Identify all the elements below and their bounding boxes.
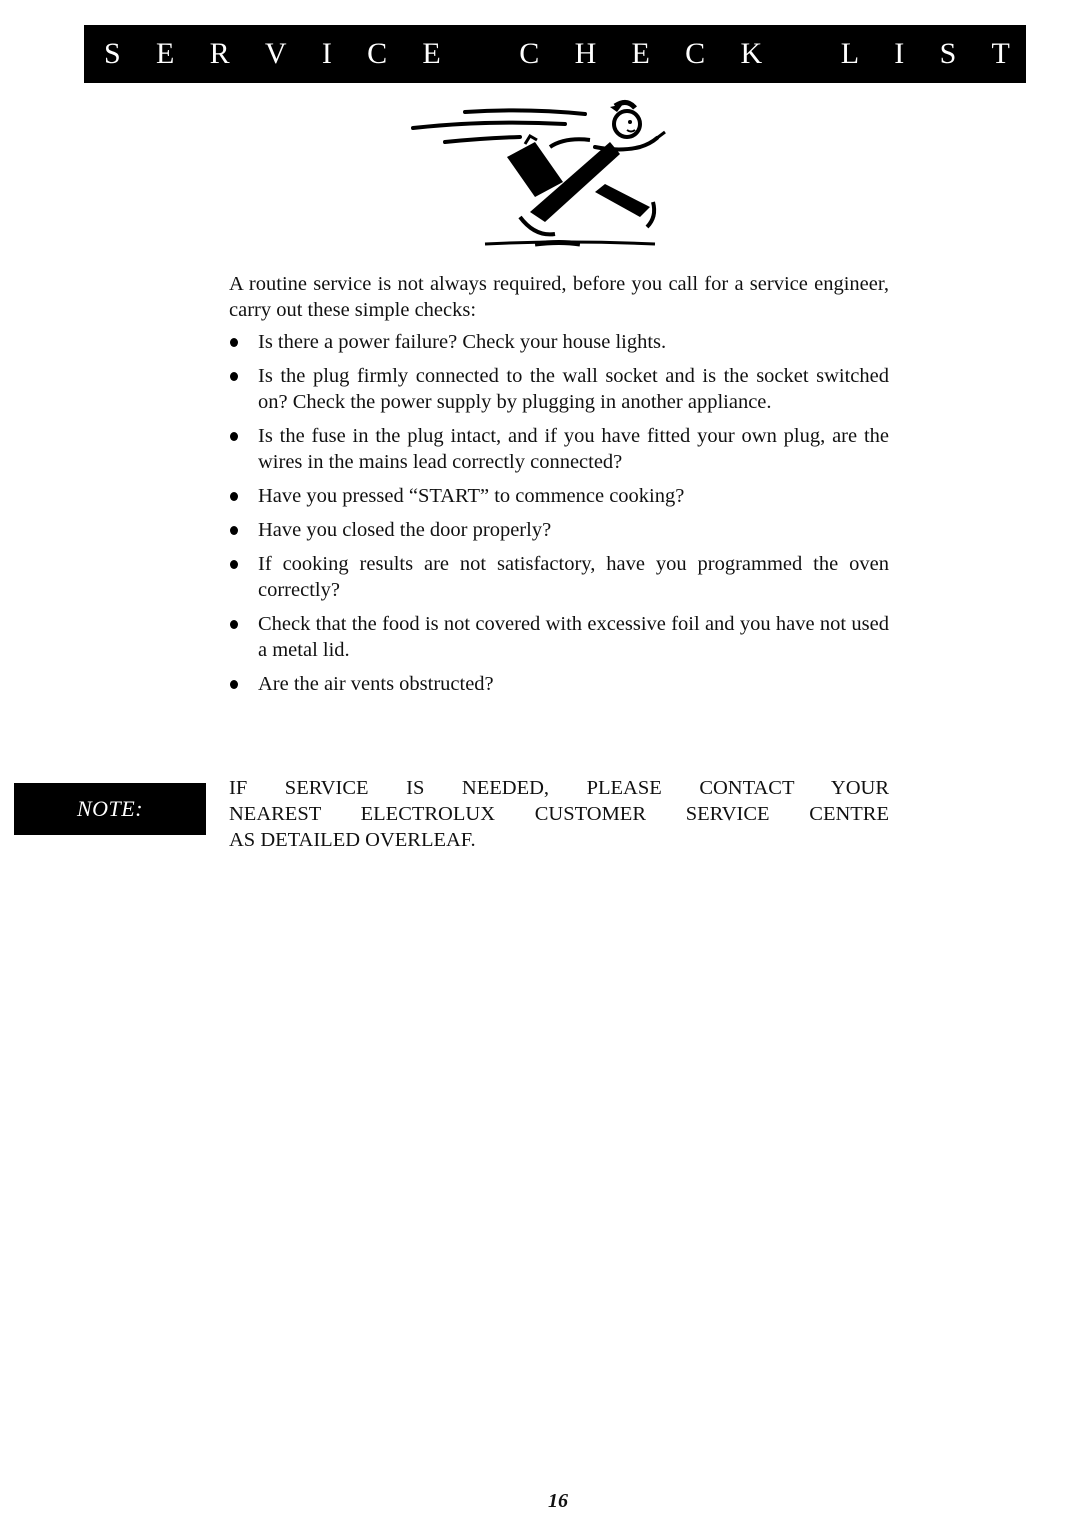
list-item	[229, 517, 889, 543]
list-item	[229, 671, 889, 697]
title-letter: S	[939, 37, 957, 70]
running-man-with-briefcase-icon	[395, 92, 685, 252]
check-text: Is the fuse in the plug intact, and if you have fitted your own plug, are the wires in the mains lead correctly connected?	[258, 425, 889, 473]
note-line: IF SERVICE IS NEEDED, PLEASE CONTACT YOUR	[229, 777, 889, 799]
title-letter: E	[155, 37, 175, 70]
title-letter: R	[209, 37, 230, 70]
bullet-icon	[230, 338, 238, 347]
page-number: 16	[548, 1490, 568, 1512]
title-letter: E	[422, 37, 441, 70]
bullet-icon	[230, 526, 238, 535]
note-line: NEAREST ELECTROLUX CUSTOMER SERVICE CENTRE	[229, 803, 889, 825]
title-letter: I	[894, 37, 905, 70]
title-letter: K	[740, 37, 763, 70]
intro-paragraph: A routine service is not always required, before you call for a service engineer, carry out these simple checks:	[229, 273, 889, 321]
note-label-box	[14, 783, 206, 835]
list-item	[229, 551, 889, 603]
note-line: AS DETAILED OVERLEAF.	[229, 829, 476, 851]
check-text: If cooking results are not satisfactory, have you programmed the oven correctly?	[258, 553, 889, 601]
list-item	[229, 329, 889, 355]
note-label: NOTE:	[76, 796, 144, 821]
check-text: Have you closed the door properly?	[258, 519, 552, 541]
bullet-icon	[230, 680, 238, 689]
check-text: Is there a power failure? Check your house lights.	[258, 331, 667, 353]
title-letter: H	[574, 37, 597, 70]
checklist-section	[229, 271, 889, 705]
title-letter: V	[264, 37, 287, 70]
title-letter: S	[104, 37, 121, 70]
title-letter: I	[321, 37, 332, 70]
note-message	[229, 775, 889, 853]
title-letter: C	[367, 37, 388, 70]
list-item	[229, 363, 889, 415]
title-letter: L	[840, 37, 860, 70]
check-list	[229, 329, 889, 697]
check-text: Is the plug firmly connected to the wall socket and is the socket switched on? Check the power supply by plugging in another appliance.	[258, 365, 889, 413]
title-letter: C	[685, 37, 706, 70]
bullet-icon	[230, 492, 238, 501]
title-letter: T	[991, 37, 1010, 70]
list-item	[229, 483, 889, 509]
bullet-icon	[230, 432, 238, 441]
title-letter: C	[519, 37, 540, 70]
list-item	[229, 423, 889, 475]
bullet-icon	[230, 372, 238, 381]
check-text: Are the air vents obstructed?	[258, 673, 494, 695]
check-text: Check that the food is not covered with excessive foil and you have not used a metal lid.	[258, 613, 889, 661]
bullet-icon	[230, 620, 238, 629]
page-title-banner	[84, 25, 1026, 83]
check-text: Have you pressed “START” to commence cooking?	[258, 485, 685, 507]
title-letter: E	[631, 37, 650, 70]
bullet-icon	[230, 560, 238, 569]
list-item	[229, 611, 889, 663]
